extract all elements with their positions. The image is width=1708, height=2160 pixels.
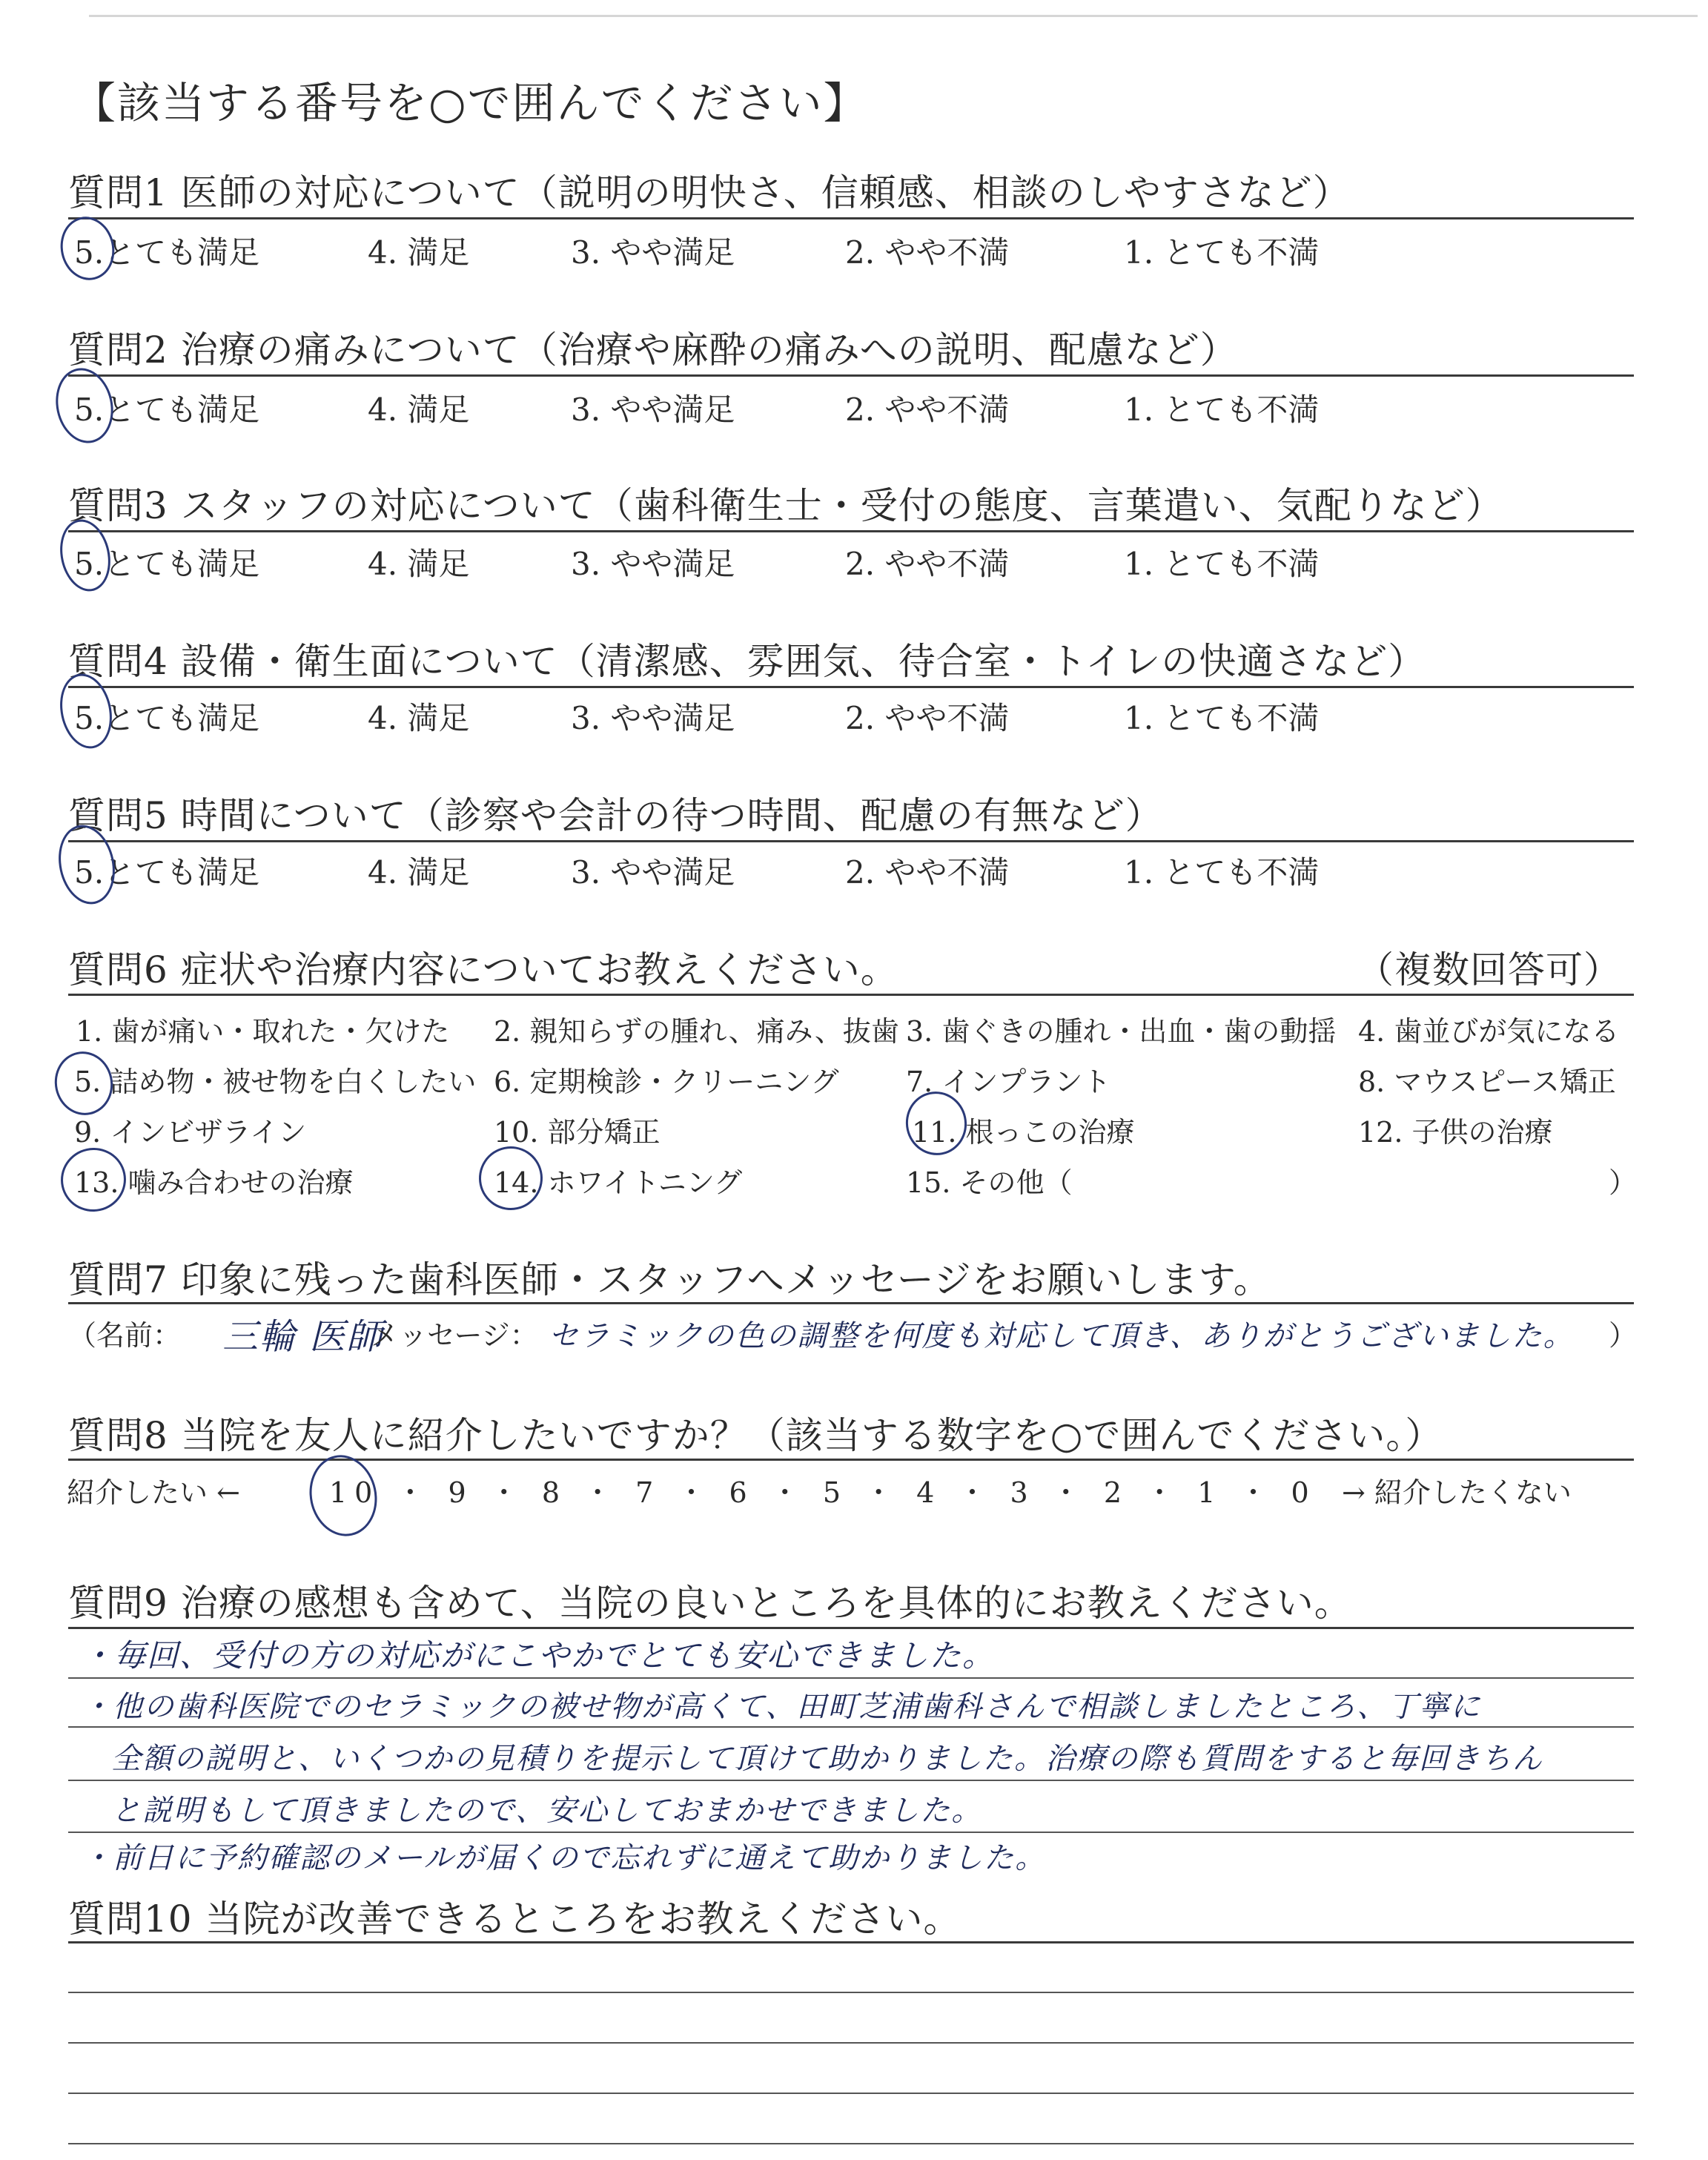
divider	[68, 840, 1634, 842]
answer-line	[68, 2093, 1634, 2094]
selection-circle	[473, 1140, 549, 1216]
answer-line	[68, 1677, 1634, 1679]
divider	[68, 994, 1634, 996]
option-5[interactable]: 5.とても満足	[74, 854, 260, 891]
page-header: 【該当する番号を○で囲んでください】	[73, 78, 868, 128]
divider	[68, 1941, 1634, 1943]
option-3[interactable]: 3. やや満足	[571, 700, 735, 736]
question-6-title: 質問6 症状や治療内容についてお教えください。	[68, 948, 898, 991]
symptom-option[interactable]: 8. マウスピース矯正	[1358, 1066, 1616, 1098]
selection-circle	[55, 1142, 132, 1218]
option-4[interactable]: 4. 満足	[368, 700, 470, 736]
question-7-title: 質問7 印象に残った歯科医師・スタッフへメッセージをお願いします。	[68, 1258, 1271, 1301]
divider	[68, 686, 1634, 688]
option-4[interactable]: 4. 満足	[368, 392, 470, 428]
answer-text-line[interactable]: と説明もして頂きましたので、安心しておまかせできました。	[111, 1794, 983, 1828]
option-2[interactable]: 2. やや不満	[845, 854, 1010, 891]
answer-text-line[interactable]: ・毎回、受付の方の対応がにこやかでとても安心できました。	[82, 1637, 996, 1674]
symptom-option[interactable]: 4. 歯並びが気になる	[1358, 1015, 1620, 1048]
divider	[68, 374, 1634, 377]
question-5-title: 質問5 時間について（診察や会計の待つ時間、配慮の有無など）	[68, 794, 1163, 837]
recommend-left-label: 紹介したい ←	[67, 1476, 240, 1509]
divider	[68, 1627, 1634, 1629]
answer-line	[68, 2143, 1634, 2144]
question-8-title: 質問8 当院を友人に紹介したいですか？（該当する数字を○で囲んでください。）	[68, 1414, 1443, 1457]
question-3-title: 質問3 スタッフの対応について（歯科衛生士・受付の態度、言葉遣い、気配りなど）	[68, 484, 1503, 527]
option-4[interactable]: 4. 満足	[368, 854, 470, 891]
recommend-right-label: → 紹介したくない	[1342, 1476, 1572, 1509]
symptom-option[interactable]: 14. ホワイトニング	[494, 1166, 743, 1199]
option-2[interactable]: 2. やや不満	[845, 546, 1010, 582]
option-5[interactable]: 5.とても満足	[74, 700, 260, 736]
other-close-paren: ）	[1609, 1166, 1638, 1199]
option-4[interactable]: 4. 満足	[368, 546, 470, 582]
recommend-scale[interactable]: 10 ・ 9 ・ 8 ・ 7 ・ 6 ・ 5 ・ 4 ・ 3 ・ 2 ・ 1 ・ 0	[329, 1476, 1317, 1509]
symptom-option[interactable]: 5. 詰め物・被せ物を白くしたい	[74, 1066, 477, 1098]
symptom-option[interactable]: 9. インビザライン	[74, 1116, 307, 1149]
answer-text-line[interactable]: 全額の説明と、いくつかの見積りを提示して頂けて助かりました。治療の際も質問をすると毎回きちん	[111, 1742, 1543, 1776]
option-5[interactable]: 5.とても満足	[74, 234, 260, 271]
option-2[interactable]: 2. やや不満	[845, 392, 1010, 428]
divider	[68, 1459, 1634, 1461]
symptom-option[interactable]: 10. 部分矯正	[494, 1116, 661, 1149]
answer-line	[68, 1832, 1634, 1833]
selection-circle	[55, 211, 120, 285]
option-2[interactable]: 2. やや不満	[845, 700, 1010, 736]
symptom-option[interactable]: 13. 噛み合わせの治療	[74, 1166, 354, 1199]
question-9-title: 質問9 治療の感想も含めて、当院の良いところを具体的にお教えください。	[68, 1582, 1352, 1625]
message-close-paren: ）	[1609, 1319, 1638, 1352]
option-3[interactable]: 3. やや満足	[571, 234, 735, 271]
name-label: （名前：	[68, 1319, 182, 1352]
answer-text-line[interactable]: ・前日に予約確認のメールが届くので忘れずに通えて助かりました。	[82, 1841, 1047, 1875]
question-10-title: 質問10 当院が改善できるところをお教えください。	[68, 1898, 961, 1941]
option-5[interactable]: 5.とても満足	[74, 392, 260, 428]
answer-line	[68, 1992, 1634, 1993]
message-label: メッセージ：	[371, 1319, 538, 1352]
option-3[interactable]: 3. やや満足	[571, 546, 735, 582]
option-1[interactable]: 1. とても不満	[1124, 854, 1320, 891]
question-2-title: 質問2 治療の痛みについて（治療や麻酔の痛みへの説明、配慮など）	[68, 328, 1238, 371]
question-1-title: 質問1 医師の対応について（説明の明快さ、信頼感、相談のしやすさなど）	[68, 171, 1351, 214]
scan-top-edge	[89, 15, 1698, 17]
symptom-option[interactable]: 11. 根っこの治療	[912, 1116, 1135, 1149]
name-value[interactable]: 三輪 医師	[222, 1316, 384, 1358]
symptom-option[interactable]: 6. 定期検診・クリーニング	[494, 1066, 839, 1098]
answer-line	[68, 2042, 1634, 2044]
symptom-option[interactable]: 1. 歯が痛い・取れた・欠けた	[76, 1015, 450, 1048]
answer-text-line[interactable]: ・他の歯科医院でのセラミックの被せ物が高くて、田町芝浦歯科さんで相談しましたところ、丁寧に	[82, 1690, 1482, 1724]
option-3[interactable]: 3. やや満足	[571, 854, 735, 891]
answer-line	[68, 1726, 1634, 1728]
selection-circle	[302, 1449, 385, 1542]
symptom-option[interactable]: 15. その他（	[906, 1166, 1073, 1199]
symptom-option[interactable]: 7. インプラント	[906, 1066, 1111, 1098]
symptom-option[interactable]: 2. 親知らずの腫れ、痛み、抜歯	[494, 1015, 899, 1048]
option-4[interactable]: 4. 満足	[368, 234, 470, 271]
answer-line	[68, 1780, 1634, 1781]
message-value[interactable]: セラミックの色の調整を何度も対応して頂き、ありがとうございました。	[549, 1319, 1575, 1353]
question-4-title: 質問4 設備・衛生面について（清潔感、雰囲気、待合室・トイレの快適さなど）	[68, 640, 1426, 683]
divider	[68, 1302, 1634, 1304]
symptom-option[interactable]: 3. 歯ぐきの腫れ・出血・歯の動揺	[906, 1015, 1337, 1048]
divider	[68, 530, 1634, 532]
option-1[interactable]: 1. とても不満	[1124, 700, 1320, 736]
option-1[interactable]: 1. とても不満	[1124, 392, 1320, 428]
option-3[interactable]: 3. やや満足	[571, 392, 735, 428]
option-1[interactable]: 1. とても不満	[1124, 234, 1320, 271]
divider	[68, 217, 1634, 219]
option-2[interactable]: 2. やや不満	[845, 234, 1010, 271]
multiple-answers-note: （複数回答可）	[1357, 948, 1621, 991]
option-1[interactable]: 1. とても不満	[1124, 546, 1320, 582]
option-5[interactable]: 5.とても満足	[74, 546, 260, 582]
symptom-option[interactable]: 12. 子供の治療	[1358, 1116, 1553, 1149]
